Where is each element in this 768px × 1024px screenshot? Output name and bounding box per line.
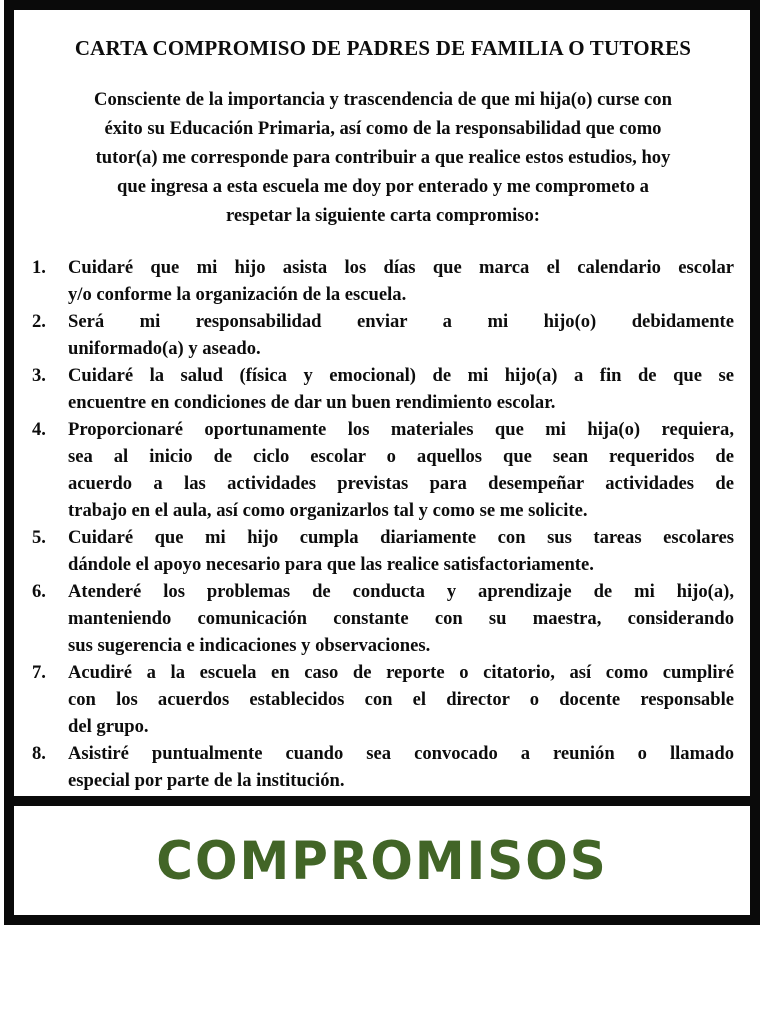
letter-box [4, 0, 760, 806]
item-line: acuerdo a las actividades previstas para desempeñar actividades de [68, 473, 734, 494]
item-line: especial por parte de la institución. [68, 770, 345, 791]
list-item [32, 416, 734, 524]
compromisos-box [4, 796, 760, 925]
item-number: 4. [32, 419, 46, 440]
intro-paragraph [32, 85, 734, 230]
item-line: y/o conforme la organización de la escuela. [68, 284, 407, 305]
item-line: dándole el apoyo necesario para que las realice satisfactoriamente. [68, 554, 594, 575]
list-item [32, 308, 734, 362]
list-item [32, 740, 734, 794]
item-text [68, 416, 734, 524]
item-line: Acudiré a la escuela en caso de reporte o citatorio, así como cumpliré [68, 662, 734, 683]
commitments-list [32, 254, 734, 794]
item-text [68, 254, 734, 308]
item-line: Proporcionaré oportunamente los materiales que mi hija(o) requiera, [68, 419, 734, 440]
item-text [68, 740, 734, 794]
letter-title: CARTA COMPROMISO DE PADRES DE FAMILIA O TUTORES [74, 36, 692, 60]
item-line: Cuidaré que mi hijo asista los días que marca el calendario escolar [68, 257, 734, 278]
list-item [32, 362, 734, 416]
item-line: con los acuerdos establecidos con el director o docente responsable [68, 689, 734, 710]
item-line: Cuidaré que mi hijo cumpla diariamente con sus tareas escolares [68, 527, 734, 548]
list-item [32, 524, 734, 578]
intro-line: éxito su Educación Primaria, así como de la responsabilidad que como [104, 118, 662, 139]
item-text [68, 524, 734, 578]
item-line: encuentre en condiciones de dar un buen rendimiento escolar. [68, 392, 556, 413]
item-text [68, 659, 734, 740]
item-number: 6. [32, 581, 46, 602]
item-line: uniformado(a) y aseado. [68, 338, 261, 359]
intro-line: tutor(a) me corresponde para contribuir a que realice estos estudios, hoy [95, 147, 671, 168]
compromisos-heading: COMPROMISOS [156, 830, 608, 891]
item-line: Cuidaré la salud (física y emocional) de mi hijo(a) a fin de que se [68, 365, 734, 386]
item-number: 1. [32, 257, 46, 278]
item-number: 3. [32, 365, 46, 386]
item-line: Será mi responsabilidad enviar a mi hijo(o) debidamente [68, 311, 734, 332]
item-line: sus sugerencia e indicaciones y observaciones. [68, 635, 431, 656]
list-item [32, 578, 734, 659]
item-number: 2. [32, 311, 46, 332]
item-number: 8. [32, 743, 46, 764]
intro-line: respetar la siguiente carta compromiso: [226, 205, 540, 226]
item-line: Atenderé los problemas de conducta y aprendizaje de mi hijo(a), [68, 581, 734, 602]
list-item [32, 659, 734, 740]
item-text [68, 308, 734, 362]
item-number: 7. [32, 662, 46, 683]
item-text [68, 362, 734, 416]
item-line: trabajo en el aula, así como organizarlos tal y como se me solicite. [68, 500, 588, 521]
intro-line: que ingresa a esta escuela me doy por enterado y me comprometo a [117, 176, 649, 197]
intro-line: Consciente de la importancia y trascendencia de que mi hija(o) curse con [94, 89, 672, 110]
item-line: del grupo. [68, 716, 149, 737]
item-line: sea al inicio de ciclo escolar o aquellos que sean requeridos de [68, 446, 734, 467]
list-item [32, 254, 734, 308]
item-number: 5. [32, 527, 46, 548]
item-line: manteniendo comunicación constante con su maestra, considerando [68, 608, 734, 629]
item-text [68, 578, 734, 659]
item-line: Asistiré puntualmente cuando sea convocado a reunión o llamado [68, 743, 734, 764]
